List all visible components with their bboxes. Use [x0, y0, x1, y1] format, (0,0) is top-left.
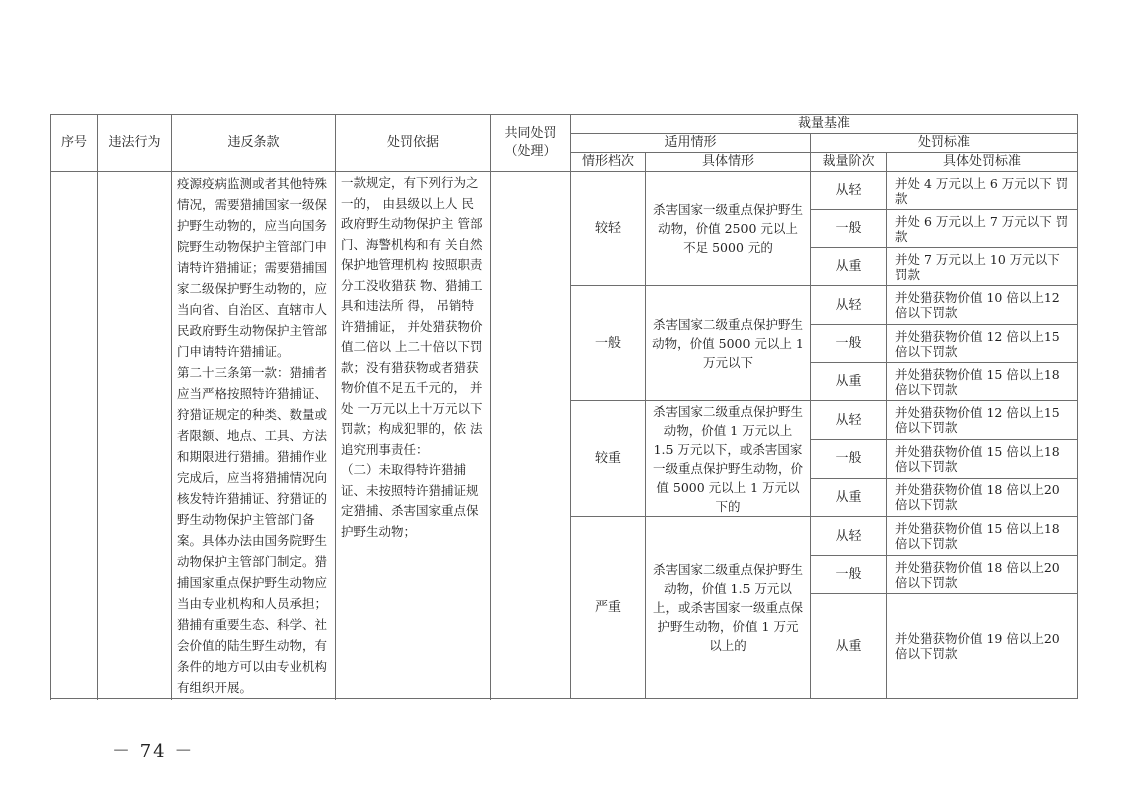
seq-cell — [51, 172, 98, 699]
step-cell: 从轻 — [811, 286, 887, 325]
step-cell: 一般 — [811, 210, 887, 248]
step-cell: 从轻 — [811, 172, 887, 210]
detail-cell: 并处猎获物价值 12 倍以上15 倍以下罚款 — [887, 401, 1078, 440]
step-cell: 从重 — [811, 363, 887, 401]
step-cell: 从轻 — [811, 517, 887, 556]
step-cell: 一般 — [811, 325, 887, 363]
header-step: 裁量阶次 — [811, 153, 887, 172]
header-level: 情形档次 — [571, 153, 646, 172]
detail-cell: 并处猎获物价值 18 倍以上20 倍以下罚款 — [887, 556, 1078, 594]
detail-cell: 并处猎获物价值 15 倍以上18 倍以下罚款 — [887, 440, 1078, 478]
header-applicable: 适用情形 — [571, 134, 811, 153]
level-cell: 严重 — [571, 517, 646, 699]
detail-cell: 并处猎获物价值 18 倍以上20 倍以下罚款 — [887, 478, 1078, 516]
detail-cell: 并处猎获物价值 10 倍以上12 倍以下罚款 — [887, 286, 1078, 325]
clause-cell: 疫源疫病监测或者其他特殊情况，需要猎捕国家一级保护野生动物的，应当向国务院野生动物保护主管部门申请特许猎捕证；需要猎捕国家二级保护野生动物的，应当向省、自治区、直辖市人民政府野生动物保护主管部门申请特许猎捕证。 第二十三条第一款：猎捕者应当严格按照特许猎捕证、狩猎证规定的种类、数量或者限额、地点、工具、方法和期限进行猎捕。猎捕作业完成后，应当将猎捕情况向核发特许猎捕证、狩猎证的野生动物保护主管部门备案。具体办法由国务院野生动物保护主管部门制定。猎捕国家重点保护野生动物应当由专业机构和人员承担；猎捕有重要生态、科学、社会价值的陆生野生动物，有条件的地方可以由专业机构有组织开展。 — [172, 172, 336, 699]
detail-cell: 并处猎获物价值 19 倍以上20 倍以下罚款 — [887, 594, 1078, 699]
header-benchmark: 裁量基准 — [571, 115, 1078, 134]
header-clause: 违反条款 — [172, 115, 336, 172]
page-number: － 74 － — [112, 741, 195, 762]
detail-cell: 并处猎获物价值 15 倍以上18 倍以下罚款 — [887, 517, 1078, 556]
header-situation: 具体情形 — [646, 153, 811, 172]
step-cell: 从重 — [811, 478, 887, 516]
behavior-cell — [98, 172, 172, 699]
situation-cell: 杀害国家二级重点保护野生动物，价值 5000 元以上 1 万元以下 — [646, 286, 811, 401]
detail-cell: 并处 6 万元以上 7 万元以下 罚款 — [887, 210, 1078, 248]
header-penalty-standard: 处罚标准 — [811, 134, 1078, 153]
header-detail: 具体处罚标准 — [887, 153, 1078, 172]
step-cell: 从轻 — [811, 401, 887, 440]
level-cell: 较重 — [571, 401, 646, 517]
header-joint: 共同处罚 （处理） — [491, 115, 571, 172]
step-cell: 从重 — [811, 248, 887, 286]
situation-cell: 杀害国家二级重点保护野生动物，价值 1 万元以上 1.5 万元以下，或杀害国家一级重点保护野生动物，价值 5000 元以上 1 万元以下的 — [646, 401, 811, 517]
step-cell: 一般 — [811, 440, 887, 478]
joint-cell — [491, 172, 571, 699]
basis-cell: 一款规定，有下列行为之一的， 由县级以上人 民政府野生动物保护主 管部门、海警机构和有 关自然保护地管理机构 按照职责分工没收猎获 物、猎捕工具和违法所 得， 吊销特许猎捕证， 并处猎获物价值二倍以 上二十倍以下罚款；没有猎获物或者猎获物价值不足五千元的， 并处 一万元以上十万元以下 罚款；构成犯罪的，依 法追究刑事责任： （二）未取得特许猎捕证、未按照特许猎捕证规定猎捕、杀害国家重点保护野生动物； — [336, 172, 491, 699]
penalty-benchmark-table — [50, 114, 1078, 699]
level-cell: 一般 — [571, 286, 646, 401]
level-cell: 较轻 — [571, 172, 646, 286]
step-cell: 从重 — [811, 594, 887, 699]
situation-cell: 杀害国家二级重点保护野生动物，价值 1.5 万元以上，或杀害国家一级重点保护野生动物，价值 1 万元以上的 — [646, 517, 811, 699]
situation-cell: 杀害国家一级重点保护野生动物，价值 2500 元以上不足 5000 元的 — [646, 172, 811, 286]
detail-cell: 并处猎获物价值 12 倍以上15 倍以下罚款 — [887, 325, 1078, 363]
header-basis: 处罚依据 — [336, 115, 491, 172]
step-cell: 一般 — [811, 556, 887, 594]
header-behavior: 违法行为 — [98, 115, 172, 172]
detail-cell: 并处 4 万元以上 6 万元以下 罚款 — [887, 172, 1078, 210]
header-seq: 序号 — [51, 115, 98, 172]
detail-cell: 并处 7 万元以上 10 万元以下 罚款 — [887, 248, 1078, 286]
detail-cell: 并处猎获物价值 15 倍以上18 倍以下罚款 — [887, 363, 1078, 401]
